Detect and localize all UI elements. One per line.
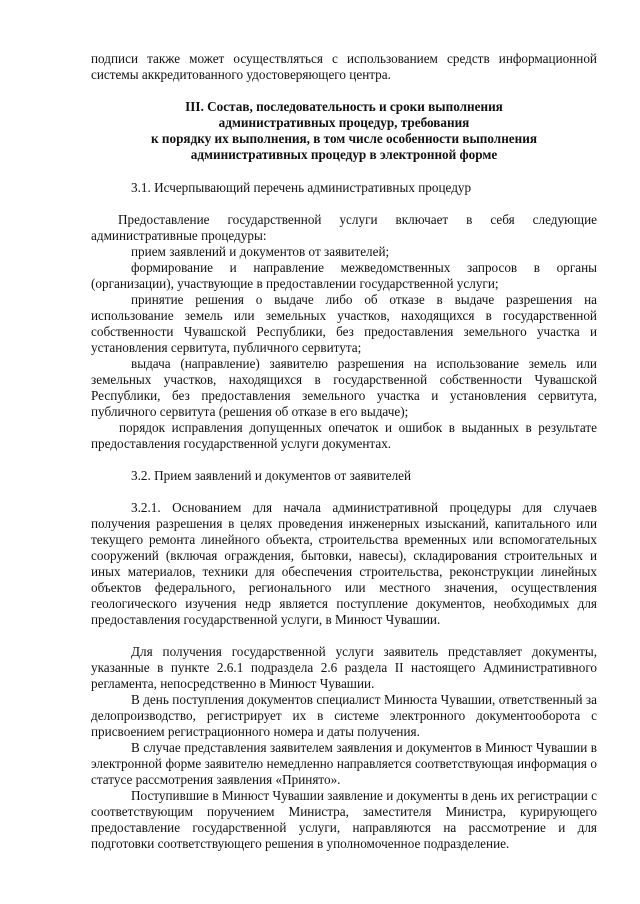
body-paragraph: Поступившие в Минюст Чувашии заявление и документы в день их регистрации с соответствующим поручением Министра, заместителя Министра, курирующего предоставление государственной услуги, направляются на рассмотрение и для подготовки соответствующего решения в уполномоченное подразделение.	[91, 788, 597, 851]
section-heading-line: административных процедур в электронной форме	[190, 147, 498, 162]
procedure-item: прием заявлений и документов от заявителей;	[131, 244, 390, 259]
section-heading	[91, 99, 597, 163]
subsection-3-2-title: 3.2. Прием заявлений и документов от заявителей	[131, 468, 412, 483]
subsection-3-1-intro: Предоставление государственной услуги включает в себя следующие административные процедуры:	[91, 212, 597, 243]
procedure-item: выдача (направление) заявителю разрешения на использование земель или земельных участков, находящихся в государственной собственности Чувашской Республики, без предоставления земельного участка и установления сервитута, публичного сервитута (решения об отказе в его выдаче);	[91, 356, 597, 419]
section-heading-line: III. Состав, последовательность и сроки выполнения	[185, 99, 503, 114]
body-paragraph: Для получения государственной услуги заявитель представляет документы, указанные в пункте 2.6.1 подраздела 2.6 раздела II настоящего Административного регламента, непосредственно в Минюст Чувашии.	[91, 644, 597, 691]
procedure-item: порядок исправления допущенных опечаток и ошибок в выданных в результате предоставления государственной услуги документах.	[91, 420, 597, 451]
procedure-item: формирование и направление межведомственных запросов в органы (организации), участвующие в предоставлении государственной услуги;	[91, 260, 597, 291]
section-heading-line: административных процедур, требования	[218, 115, 470, 130]
body-paragraph: 3.2.1. Основанием для начала административной процедуры для случаев получения разрешения в целях проведения инженерных изысканий, капитального или текущего ремонта линейного объекта, строительства временных или вспомогательных сооружений (включая ограждения, бытовки, навесы), складирования строительных и иных материалов, техники для обеспечения строительства, реконструкции линейных объектов федерального, регионального или местного значения, осуществления геологического изучения недр является поступление документов, необходимых для предоставления государственной услуги, в Минюст Чувашии.	[91, 500, 597, 627]
procedure-item: принятие решения о выдаче либо об отказе в выдаче разрешения на использование земель или земельных участков, находящихся в государственной собственности Чувашской Республики, без предоставления земельного участка и установления сервитута, публичного сервитута;	[91, 292, 597, 355]
body-paragraph: В случае представления заявителем заявления и документов в Минюст Чувашии в электронной форме заявителю немедленно направляется соответствующая информация о статусе рассмотрения заявления «Принято».	[91, 740, 597, 787]
intro-continuation: подписи также может осуществляться с использованием средств информационной системы аккредитованного удостоверяющего центра.	[91, 51, 597, 82]
section-heading-line: к порядку их выполнения, в том числе особенности выполнения	[151, 131, 537, 146]
body-paragraph: В день поступления документов специалист Минюста Чувашии, ответственный за делопроизводство, регистрирует их в системе электронного документооборота с присвоением регистрационного номера и даты получения.	[91, 692, 597, 739]
subsection-3-1-title: 3.1. Исчерпывающий перечень административных процедур	[131, 180, 472, 195]
